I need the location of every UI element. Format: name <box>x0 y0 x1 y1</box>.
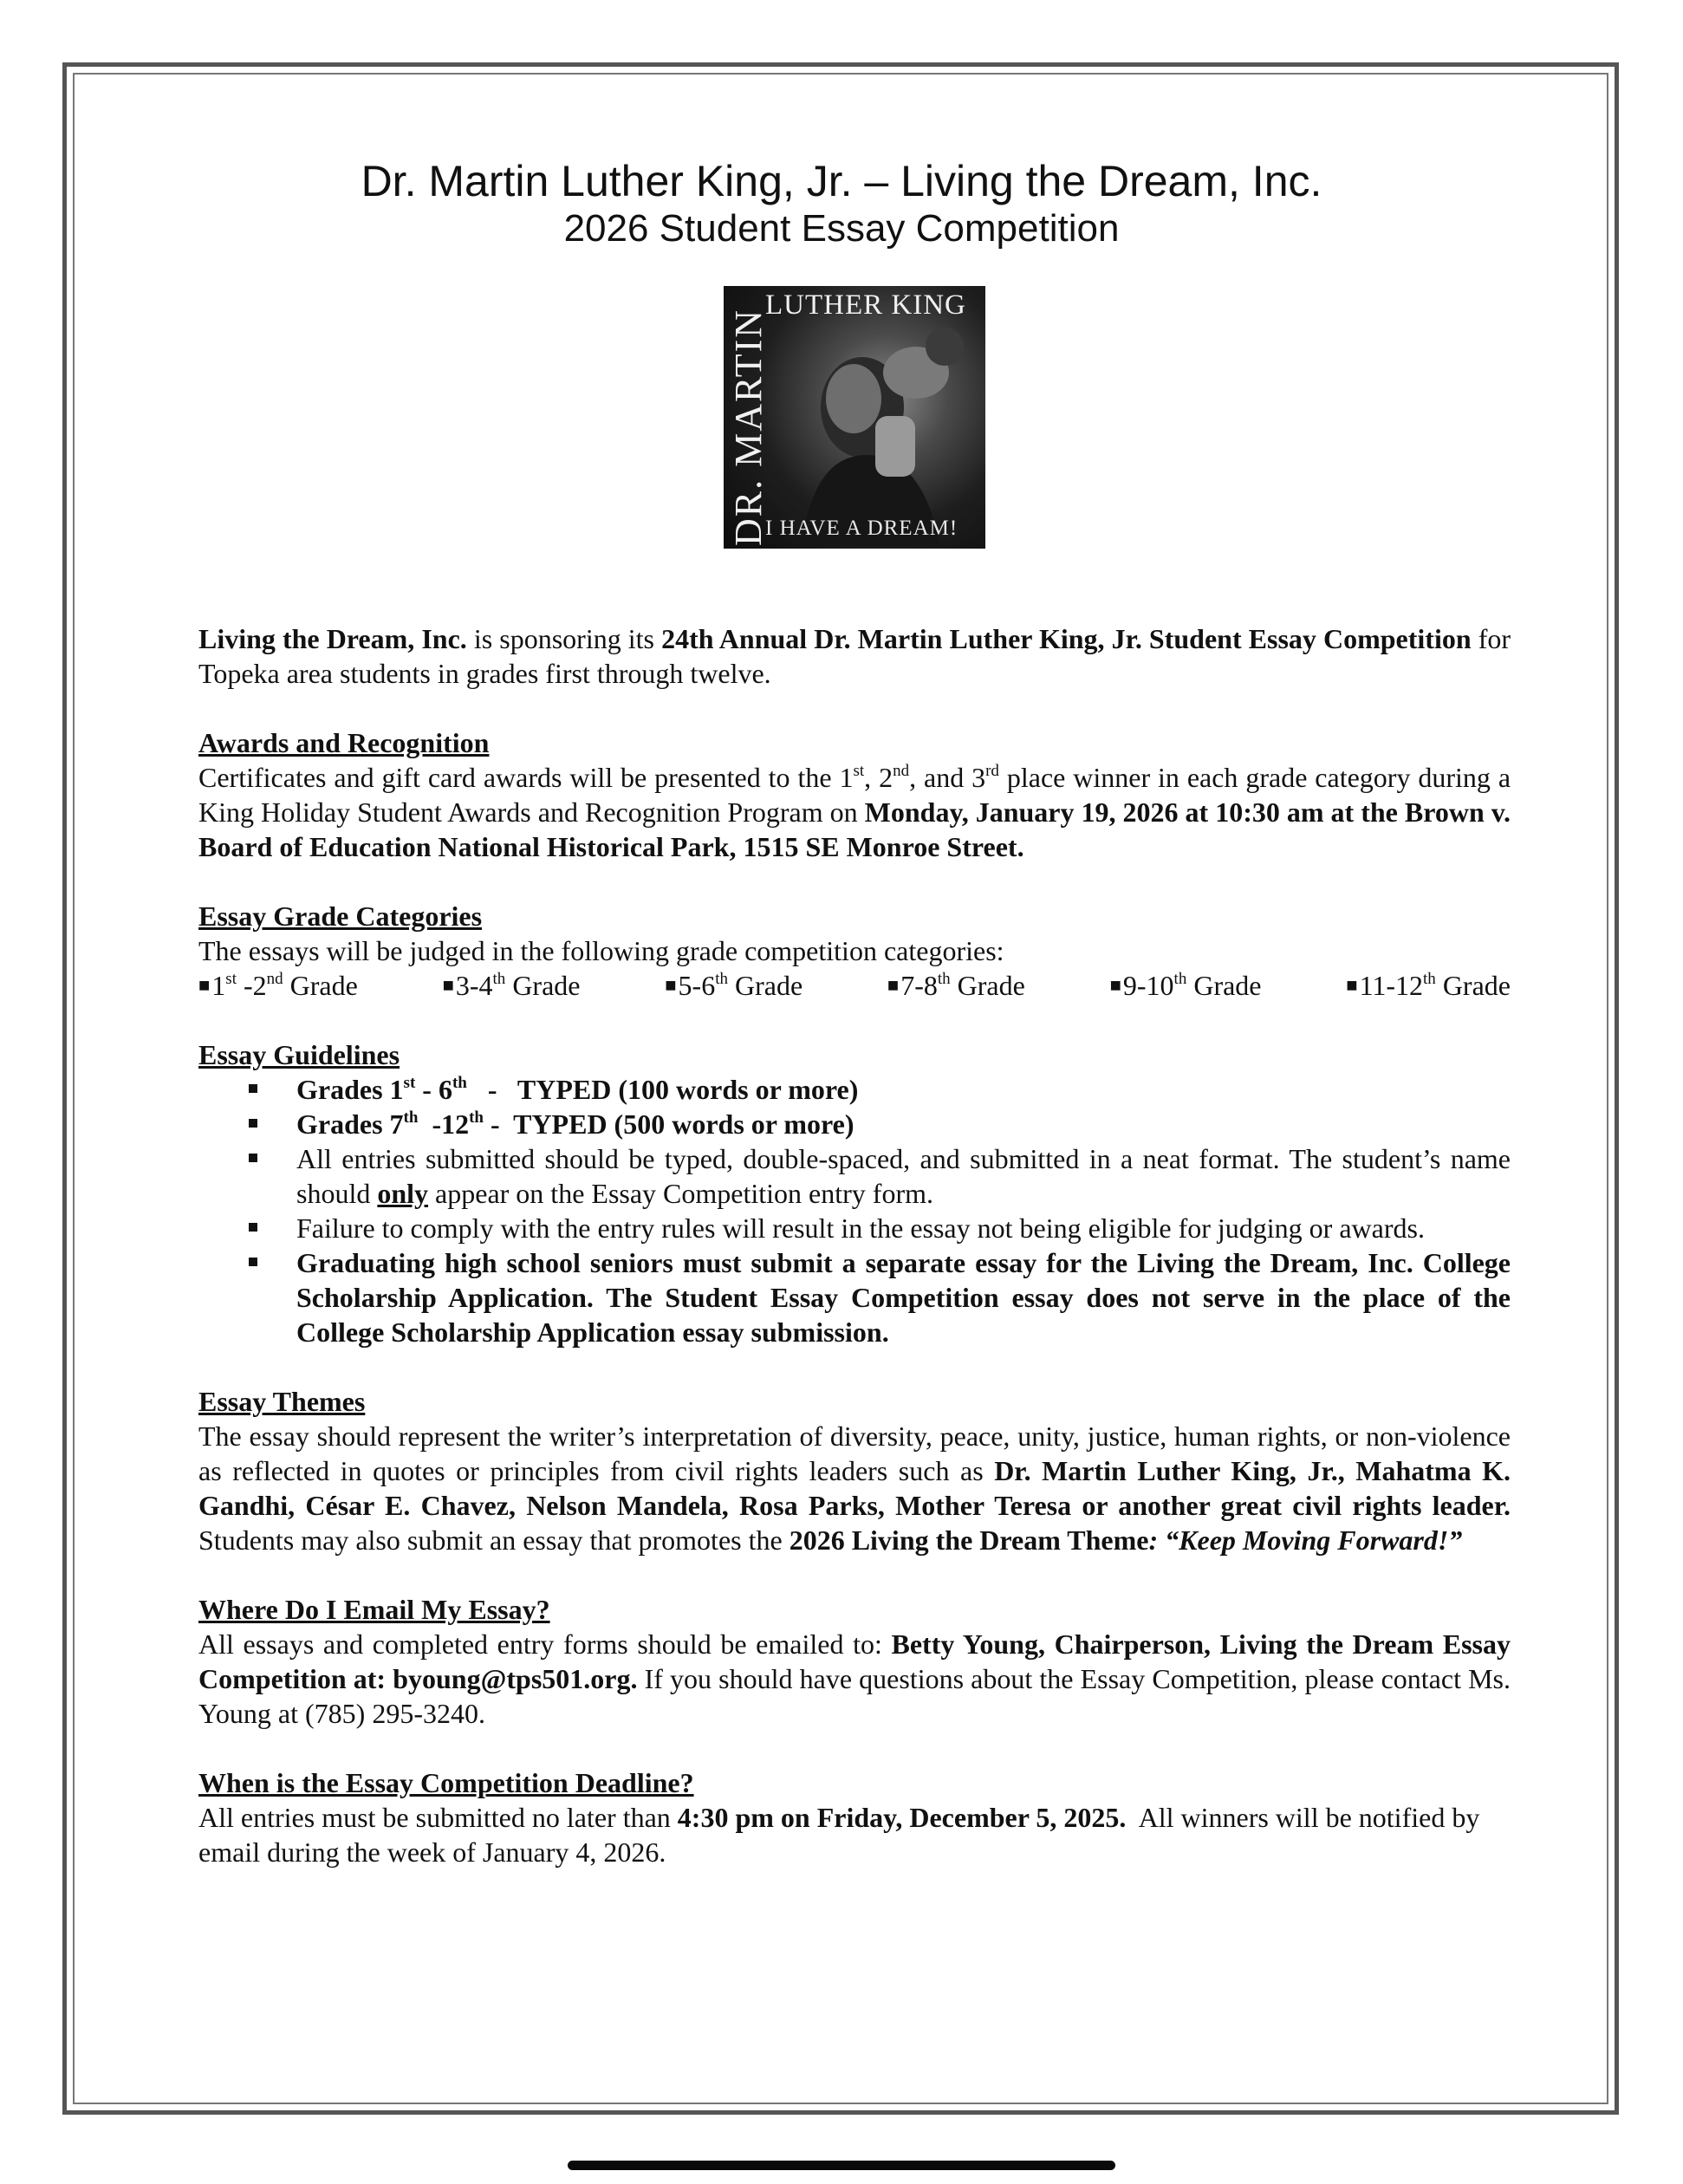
email-paragraph: All essays and completed entry forms should be emailed to: Betty Young, Chairperson, Living the Dream Essay Competition at: byoung@tps501.org. If you should have questions about the Essay Competition, please contact Ms. Young at (785) 295-3240. <box>198 1628 1511 1729</box>
categories-intro: The essays will be judged in the following grade competition categories: <box>198 935 1004 966</box>
deadline-paragraph: All entries must be submitted no later than 4:30 pm on Friday, December 5, 2025. All winners will be notified by email during the week of January 4, 2026. <box>198 1802 1487 1868</box>
document-body <box>198 621 1524 1869</box>
guidelines-section <box>198 1037 1511 1349</box>
guidelines-heading: Essay Guidelines <box>198 1039 400 1070</box>
guideline-item: Grades 1st - 6th - TYPED (100 words or more) <box>296 1072 1511 1107</box>
deadline-section <box>198 1765 1511 1869</box>
intro-paragraph: Living the Dream, Inc. is sponsoring its 24th Annual Dr. Martin Luther King, Jr. Student Essay Competition for Topeka area students in grades first through twelve. <box>198 623 1511 689</box>
awards-heading: Awards and Recognition <box>198 727 490 758</box>
categories-section <box>198 899 1511 1003</box>
home-indicator-bar[interactable] <box>568 2161 1115 2170</box>
grade-category-item: ■9-10th Grade <box>1109 970 1262 1001</box>
grade-category-list <box>198 968 1511 1003</box>
mlk-poster-image <box>724 286 985 549</box>
poster-bottom-text: I HAVE A DREAM! <box>765 517 958 540</box>
poster-top-text: LUTHER KING <box>765 289 966 321</box>
deadline-heading: When is the Essay Competition Deadline? <box>198 1767 694 1798</box>
guideline-item: Failure to comply with the entry rules will result in the essay not being eligible for judging or awards. <box>296 1211 1511 1245</box>
grade-category-item: ■11-12th Grade <box>1346 970 1511 1001</box>
grade-category-item: ■1st -2nd Grade <box>198 970 358 1001</box>
poster-side-text: DR. MARTIN <box>727 308 770 546</box>
awards-paragraph: Certificates and gift card awards will be presented to the 1st, 2nd, and 3rd place winner in each grade category during a King Holiday Student Awards and Recognition Program on Monday, January 19, 2026 at 10:30 am at the Brown v. Board of Education National Historical Park, 1515 SE Monroe Street. <box>198 762 1511 862</box>
grade-category-item: ■5-6th Grade <box>665 970 803 1001</box>
grade-category-item: ■7-8th Grade <box>887 970 1025 1001</box>
email-section <box>198 1592 1511 1731</box>
email-heading: Where Do I Email My Essay? <box>198 1594 550 1625</box>
awards-section <box>198 725 1511 864</box>
page-title: Dr. Martin Luther King, Jr. – Living the Dream, Inc. <box>361 157 1322 205</box>
themes-paragraph: The essay should represent the writer’s interpretation of diversity, peace, unity, justice, human rights, or non-violence as reflected in quotes or principles from civil rights leaders such as Dr. Martin Luther King, Jr., Mahatma K. Gandhi, César E. Chavez, Nelson Mandela, Rosa Parks, Mother Teresa or another great civil rights leader. Students may also submit an essay that promotes the 2026 Living the Dream Theme: “Keep Moving Forward!” <box>198 1420 1524 1556</box>
guideline-item: Grades 7th -12th - TYPED (500 words or more) <box>296 1107 1511 1141</box>
guideline-item: Graduating high school seniors must submit a separate essay for the Living the Dream, Inc. College Scholarship Application. The Student Essay Competition essay does not serve in the place of the College Scholarship Application essay submission. <box>296 1247 1511 1348</box>
guideline-item: All entries submitted should be typed, double-spaced, and submitted in a neat format. The student’s name should only appear on the Essay Competition entry form. <box>296 1143 1511 1209</box>
guidelines-list <box>198 1072 1511 1349</box>
themes-heading: Essay Themes <box>198 1386 366 1417</box>
grade-category-item: ■3-4th Grade <box>442 970 581 1001</box>
page-subtitle: 2026 Student Essay Competition <box>563 207 1120 250</box>
themes-section <box>198 1384 1524 1557</box>
categories-heading: Essay Grade Categories <box>198 900 483 932</box>
